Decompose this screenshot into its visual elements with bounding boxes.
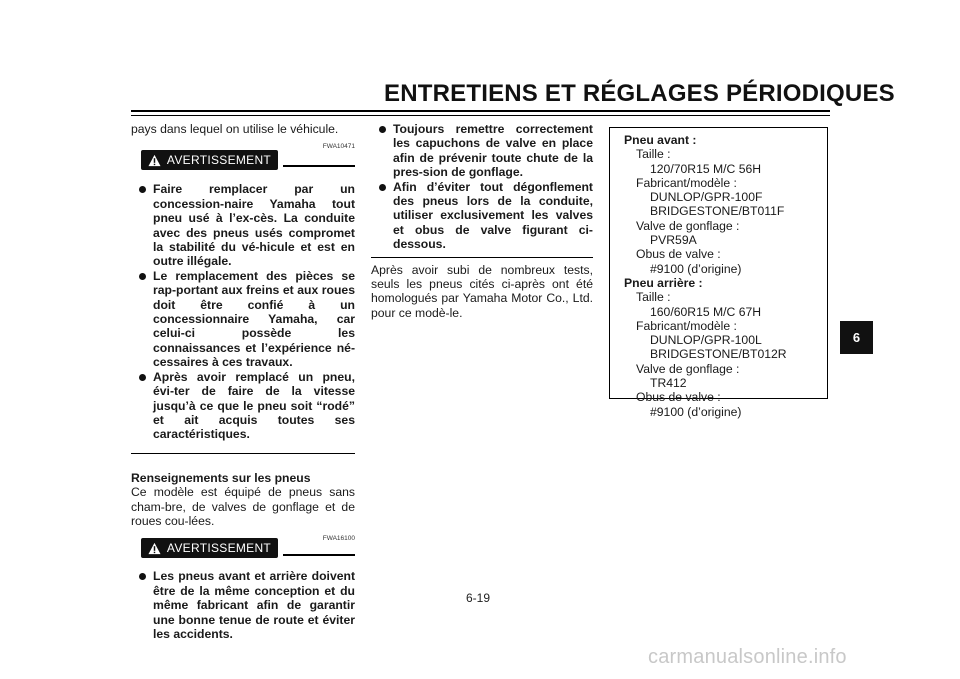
warning-continuation <box>371 122 593 258</box>
front-tire-title: Pneu avant : <box>624 133 697 147</box>
chapter-tab: 6 <box>840 321 873 354</box>
header-rule-thick <box>131 110 830 112</box>
page-title: ENTRETIENS ET RÉGLAGES PÉRIODIQUES <box>384 80 895 107</box>
page-number: 6-19 <box>466 591 491 605</box>
bullet-dot-icon <box>379 184 386 191</box>
list-item: Faire remplacer par un concession-naire Yamaha tout pneu usé à l’ex-cès. La conduite avec des pneus usés compromet la stabilité du vé-hicule et est en outre illégale. <box>131 182 355 268</box>
warning-badge-2 <box>141 538 278 558</box>
column-left <box>131 122 355 641</box>
intro-text: pays dans lequel on utilise le véhicule. <box>131 122 339 136</box>
bullet-dot-icon <box>379 126 386 133</box>
homologation-text: Après avoir subi de nombreux tests, seuls les pneus cités ci-après ont été homologués par Yamaha Motor Co., Ltd. pour ce modè-le. <box>371 262 593 320</box>
warning-list-1 <box>131 182 355 441</box>
front-core-label: Obus de valve : <box>636 247 721 262</box>
column-middle <box>371 122 593 320</box>
front-size-label: Taille : <box>636 147 671 162</box>
list-item: Toujours remettre correctement les capuchons de valve en place afin de prévenir toute chute de la pres-sion de gonflage. <box>371 122 593 180</box>
warning-triangle-icon <box>148 542 161 555</box>
rear-core-value: #9100 (d’origine) <box>650 404 742 419</box>
list-item: Les pneus avant et arrière doivent être de la même conception et du même fabricant afin de garantir une bonne tenue de route et éviter les accidents. <box>131 569 355 641</box>
warning-badge-1 <box>141 150 278 170</box>
rear-size-label: Taille : <box>636 290 671 305</box>
bullet-dot-icon <box>139 374 146 381</box>
warning-code-2: FWA16100 <box>322 535 355 543</box>
warning-label-2: AVERTISSEMENT <box>166 541 272 556</box>
rear-maker-value-2: BRIDGESTONE/BT012R <box>650 347 787 362</box>
tire-spec-box <box>609 127 828 419</box>
warning-triangle-icon <box>148 154 161 167</box>
rear-size-value: 160/60R15 M/C 67H <box>650 304 762 319</box>
front-valve-value: PVR59A <box>650 233 697 248</box>
warning-rule-1 <box>283 165 355 167</box>
rear-tire-title: Pneu arrière : <box>624 275 703 290</box>
front-core-value: #9100 (d’origine) <box>650 261 742 276</box>
header-rule-thin <box>131 115 830 116</box>
warning-code-1: FWA10471 <box>322 143 355 151</box>
rear-valve-label: Valve de gonflage : <box>636 361 740 376</box>
section-heading: Renseignements sur les pneus <box>131 470 311 485</box>
warning-block-2 <box>131 528 355 641</box>
front-size-value: 120/70R15 M/C 56H <box>650 161 762 176</box>
rear-valve-value: TR412 <box>650 376 687 391</box>
list-item: Le remplacement des pièces se rap-portant aux freins et aux roues doit être confié à un concessionnaire Yamaha, car celui-ci possède les connaissances et l’expérience né-cessaires à ces travaux. <box>131 269 355 370</box>
watermark: carmanualsonline.info <box>648 646 847 668</box>
warning-label-1: AVERTISSEMENT <box>166 153 272 168</box>
list-item: Afin d’éviter tout dégonflement des pneus lors de la conduite, utiliser exclusivement les valves et obus de valve figurant ci-dessous. <box>371 180 593 252</box>
warning-header-1 <box>131 136 355 184</box>
warning-rule-2 <box>283 554 355 556</box>
rear-core-label: Obus de valve : <box>636 390 721 405</box>
rear-maker-value-1: DUNLOP/GPR-100L <box>650 333 762 348</box>
warning-list-3 <box>371 122 593 252</box>
front-maker-label: Fabricant/modèle : <box>636 175 737 190</box>
front-valve-label: Valve de gonflage : <box>636 218 740 233</box>
list-item: Après avoir remplacé un pneu, évi-ter de faire de la vitesse jusqu’à ce que le pneu soit “rodé” et ait acquis toutes ses caractéristiques. <box>131 370 355 442</box>
bullet-dot-icon <box>139 573 146 580</box>
warning-block-1 <box>131 136 355 453</box>
warning-header-2 <box>131 528 355 572</box>
front-maker-value-1: DUNLOP/GPR-100F <box>650 190 763 205</box>
section-text: Ce modèle est équipé de pneus sans cham-bre, de valves de gonflage et de roues cou-lées. <box>131 485 355 528</box>
rear-maker-label: Fabricant/modèle : <box>636 318 737 333</box>
warning-list-2 <box>131 569 355 641</box>
front-maker-value-2: BRIDGESTONE/BT011F <box>650 204 785 219</box>
bullet-dot-icon <box>139 186 146 193</box>
bullet-dot-icon <box>139 273 146 280</box>
